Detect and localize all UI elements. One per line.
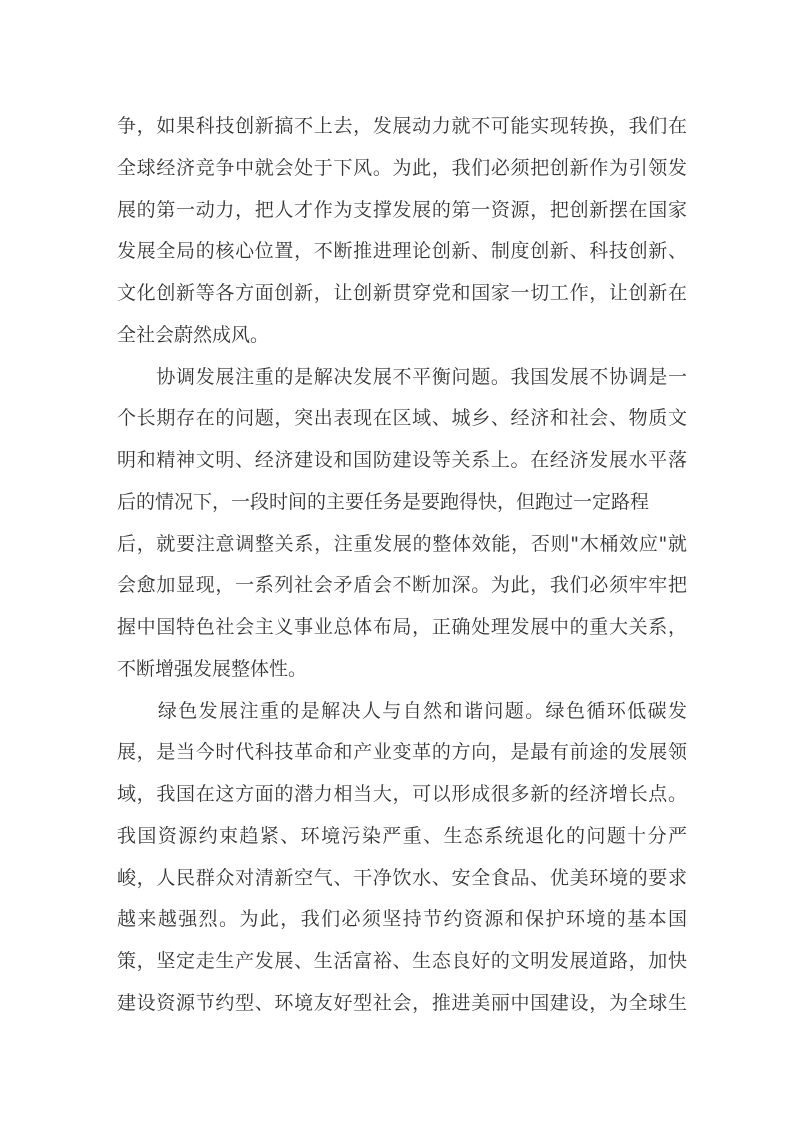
text-line: 协调发展注重的是解决发展不平衡问题。我国发展不协调是一 xyxy=(117,365,687,388)
paragraph-coordination xyxy=(117,357,687,691)
text-line: 后，就要注意调整关系，注重发展的整体效能，否则"木桶效应"就 xyxy=(117,532,687,555)
text-line: 不断增强发展整体性。 xyxy=(117,657,308,680)
text-line: 争，如果科技创新搞不上去，发展动力就不可能实现转换，我们在 xyxy=(117,115,687,137)
text-line: 文化创新等各方面创新，让创新贯穿党和国家一切工作，让创新在 xyxy=(117,282,687,304)
paragraph-green-development xyxy=(117,691,687,1025)
text-line: 发展全局的核心位置，不断推进理论创新、制度创新、科技创新、 xyxy=(117,240,687,263)
page-text-block xyxy=(117,106,687,1025)
text-line: 握中国特色社会主义事业总体布局，正确处理发展中的重大关系， xyxy=(117,616,687,638)
text-line: 后的情况下，一段时间的主要任务是要跑得快，但跑过一定路程 xyxy=(117,490,650,513)
text-line: 展，是当今时代科技革命和产业变革的方向，是最有前途的发展领 xyxy=(117,741,687,764)
text-line: 明和精神文明、经济建设和国防建设等关系上。在经济发展水平落 xyxy=(117,449,687,471)
text-line: 峻，人民群众对清新空气、干净饮水、安全食品、优美环境的要求 xyxy=(117,866,687,889)
text-line: 全球经济竞争中就会处于下风。为此，我们必须把创新作为引领发 xyxy=(117,156,687,179)
text-line: 我国资源约束趋紧、环境污染严重、生态系统退化的问题十分严 xyxy=(117,824,687,847)
text-line: 域，我国在这方面的潜力相当大，可以形成很多新的经济增长点。 xyxy=(117,783,687,805)
text-line: 绿色发展注重的是解决人与自然和谐问题。绿色循环低碳发 xyxy=(117,699,687,722)
text-line: 个长期存在的问题，突出表现在区域、城乡、经济和社会、物质文 xyxy=(117,407,687,430)
text-line: 越来越强烈。为此，我们必须坚持节约资源和保护环境的基本国 xyxy=(117,908,687,931)
text-line: 展的第一动力，把人才作为支撑发展的第一资源，把创新摆在国家 xyxy=(117,198,687,221)
text-line: 全社会蔚然成风。 xyxy=(117,323,270,346)
text-line: 会愈加显现，一系列社会矛盾会不断加深。为此，我们必须牢牢把 xyxy=(117,574,687,597)
text-line: 策，坚定走生产发展、生活富裕、生态良好的文明发展道路，加快 xyxy=(117,950,687,972)
paragraph-innovation xyxy=(117,106,687,357)
text-line: 建设资源节约型、环境友好型社会，推进美丽中国建设，为全球生 xyxy=(117,991,687,1014)
